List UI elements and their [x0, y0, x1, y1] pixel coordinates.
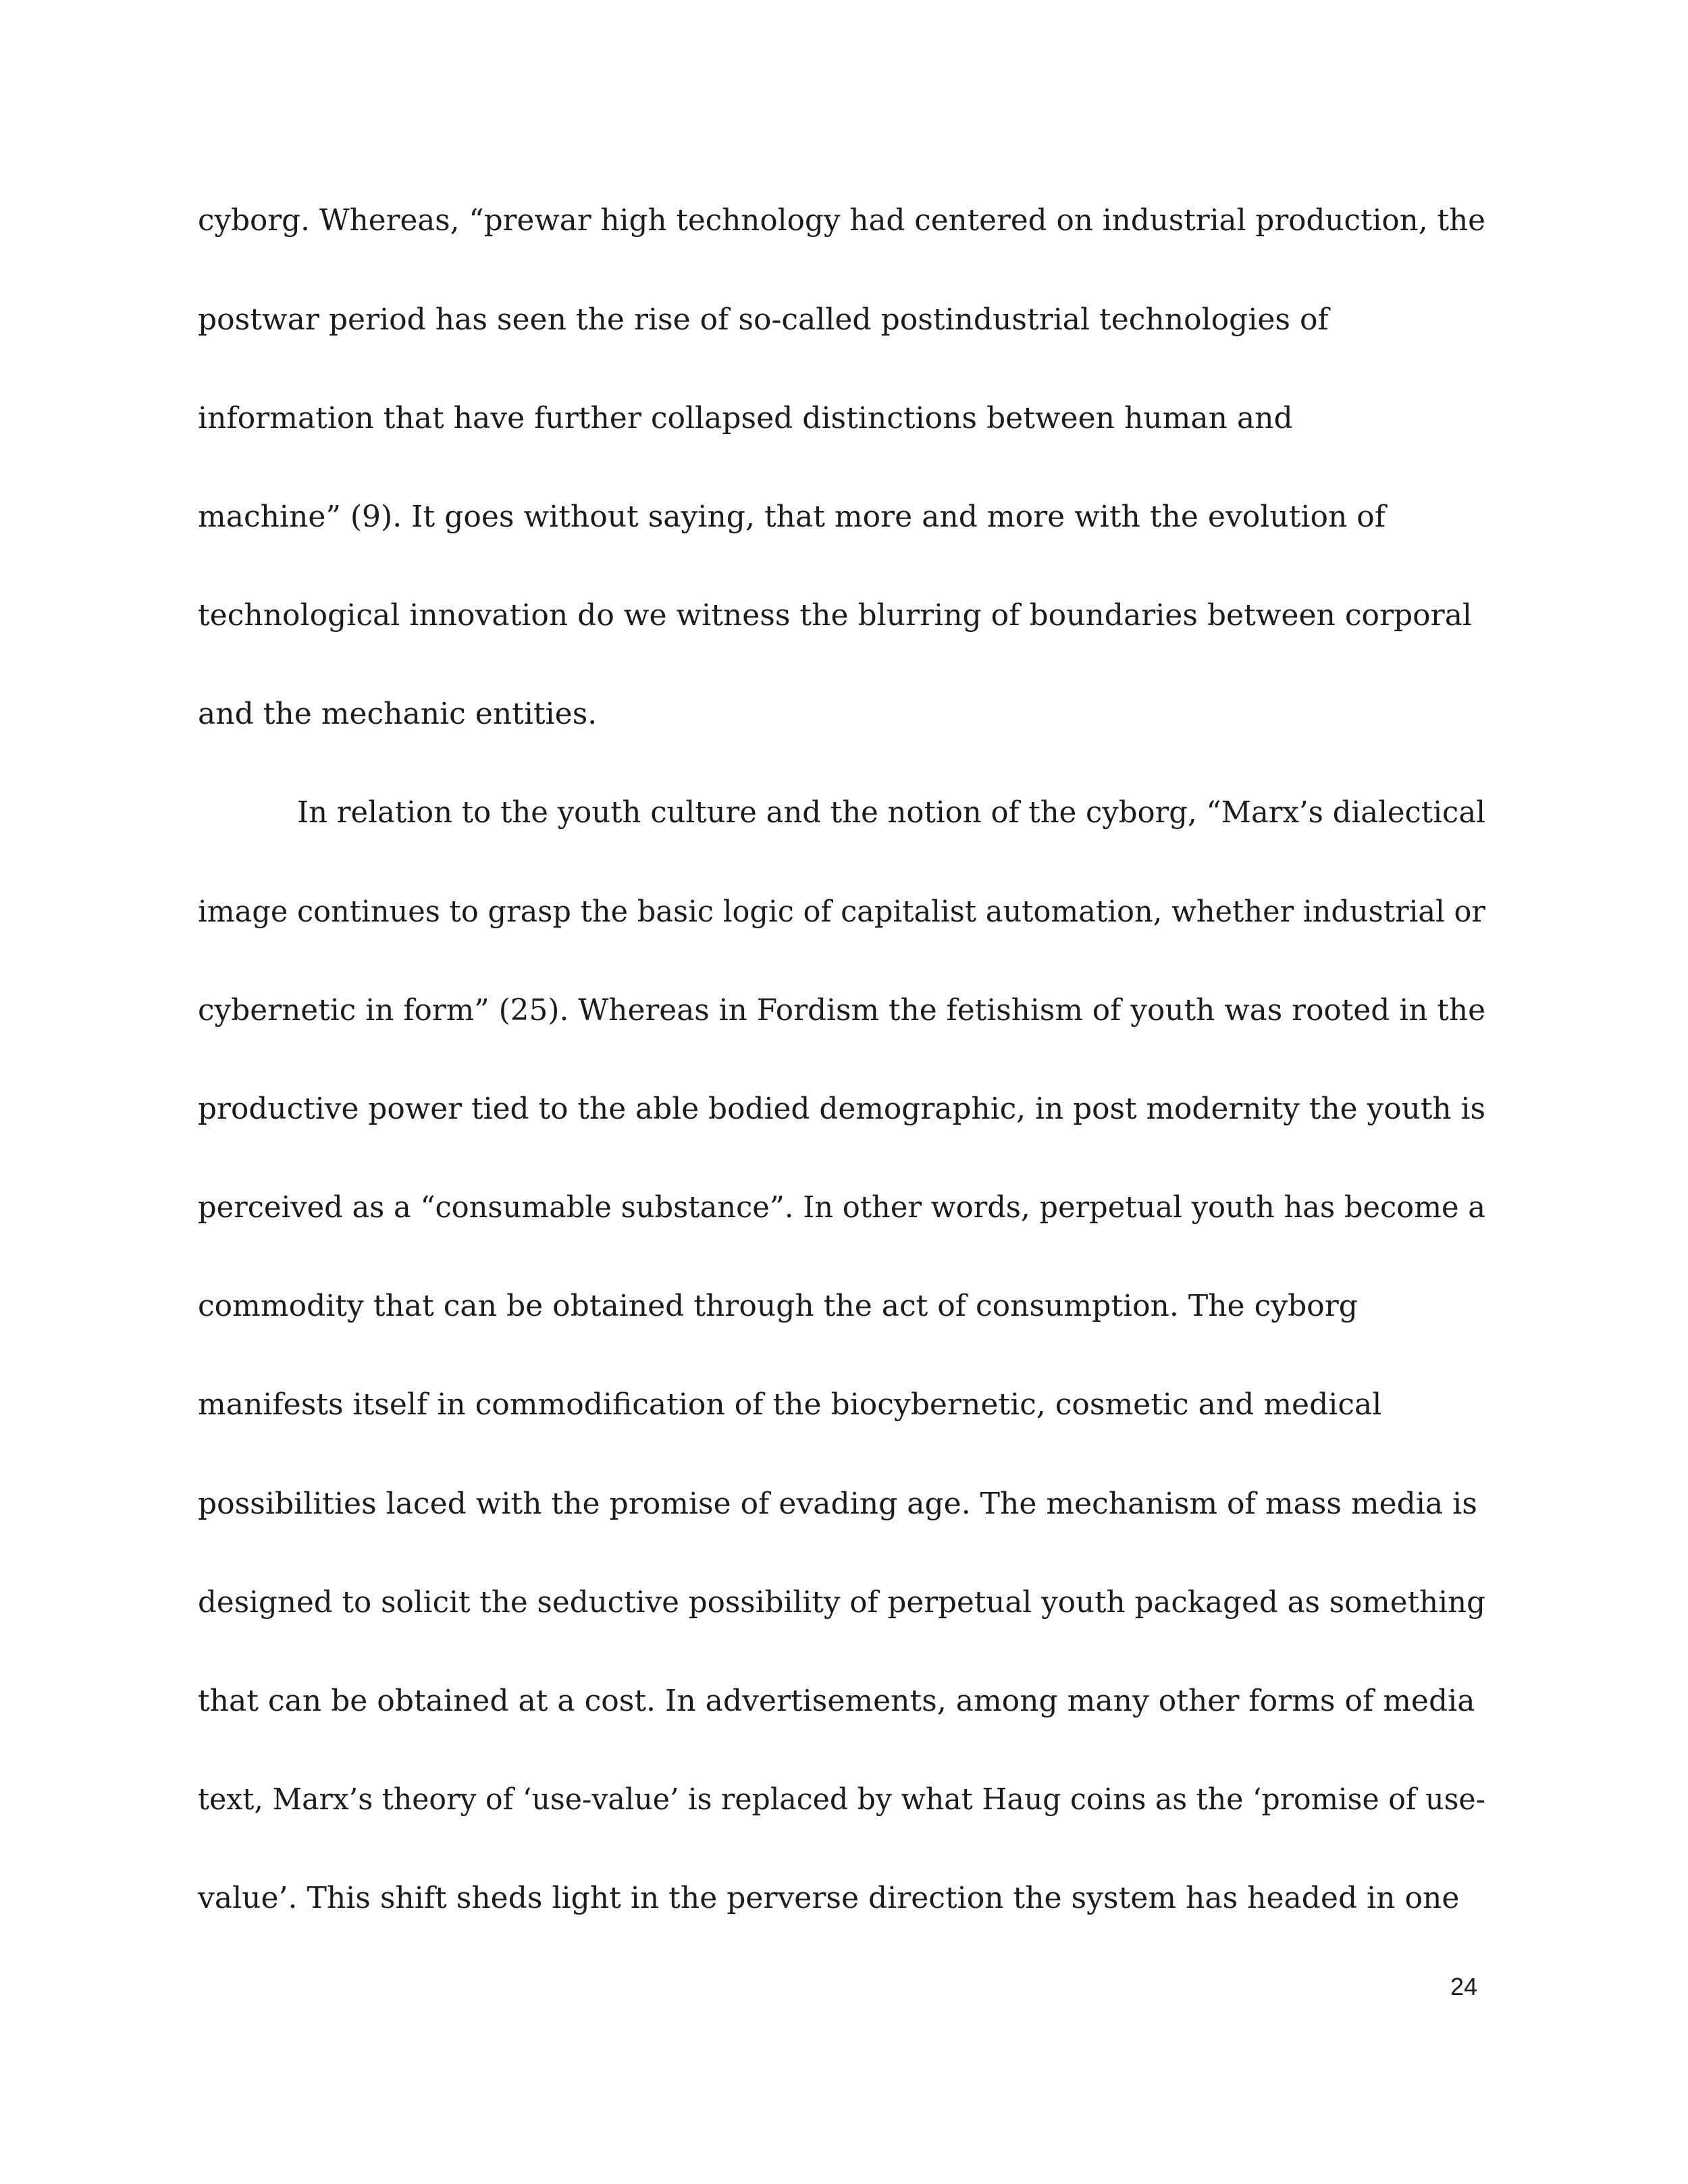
text-line: technological innovation do we witness the blurring of boundaries between corporal — [198, 598, 1472, 633]
text-line: perceived as a “consumable substance”. In other words, perpetual youth has become a — [198, 1190, 1485, 1225]
text-line: designed to solicit the seductive possibility of perpetual youth packaged as something — [198, 1585, 1485, 1620]
text-line: cybernetic in form” (25). Whereas in Fordism the fetishism of youth was rooted in the — [198, 993, 1485, 1028]
text-line: image continues to grasp the basic logic of capitalist automation, whether industrial or — [198, 895, 1485, 929]
text-line: cyborg. Whereas, “prewar high technology had centered on industrial production, the — [198, 203, 1485, 238]
text-line: machine” (9). It goes without saying, that more and more with the evolution of — [198, 500, 1386, 534]
text-line: text, Marx’s theory of ‘use-value’ is replaced by what Haug coins as the ‘promise of use- — [198, 1782, 1485, 1817]
text-line: information that have further collapsed distinctions between human and — [198, 401, 1293, 435]
text-line: postwar period has seen the rise of so-called postindustrial technologies of — [198, 302, 1329, 337]
text-line: manifests itself in commodification of the biocybernetic, cosmetic and medical — [198, 1387, 1382, 1422]
text-line: commodity that can be obtained through the act of consumption. The cyborg — [198, 1289, 1358, 1323]
text-line: that can be obtained at a cost. In advertisements, among many other forms of media — [198, 1684, 1475, 1718]
text-line: productive power tied to the able bodied demographic, in post modernity the youth is — [198, 1092, 1485, 1126]
text-line: and the mechanic entities. — [198, 697, 598, 731]
text-line: possibilities laced with the promise of evading age. The mechanism of mass media is — [198, 1487, 1477, 1521]
text-line: value’. This shift sheds light in the perverse direction the system has headed in one — [198, 1881, 1460, 1915]
paragraph-first-line: In relation to the youth culture and the notion of the cyborg, “Marx’s dialectical — [297, 795, 1485, 830]
page-number: 24 — [1450, 1973, 1478, 2000]
